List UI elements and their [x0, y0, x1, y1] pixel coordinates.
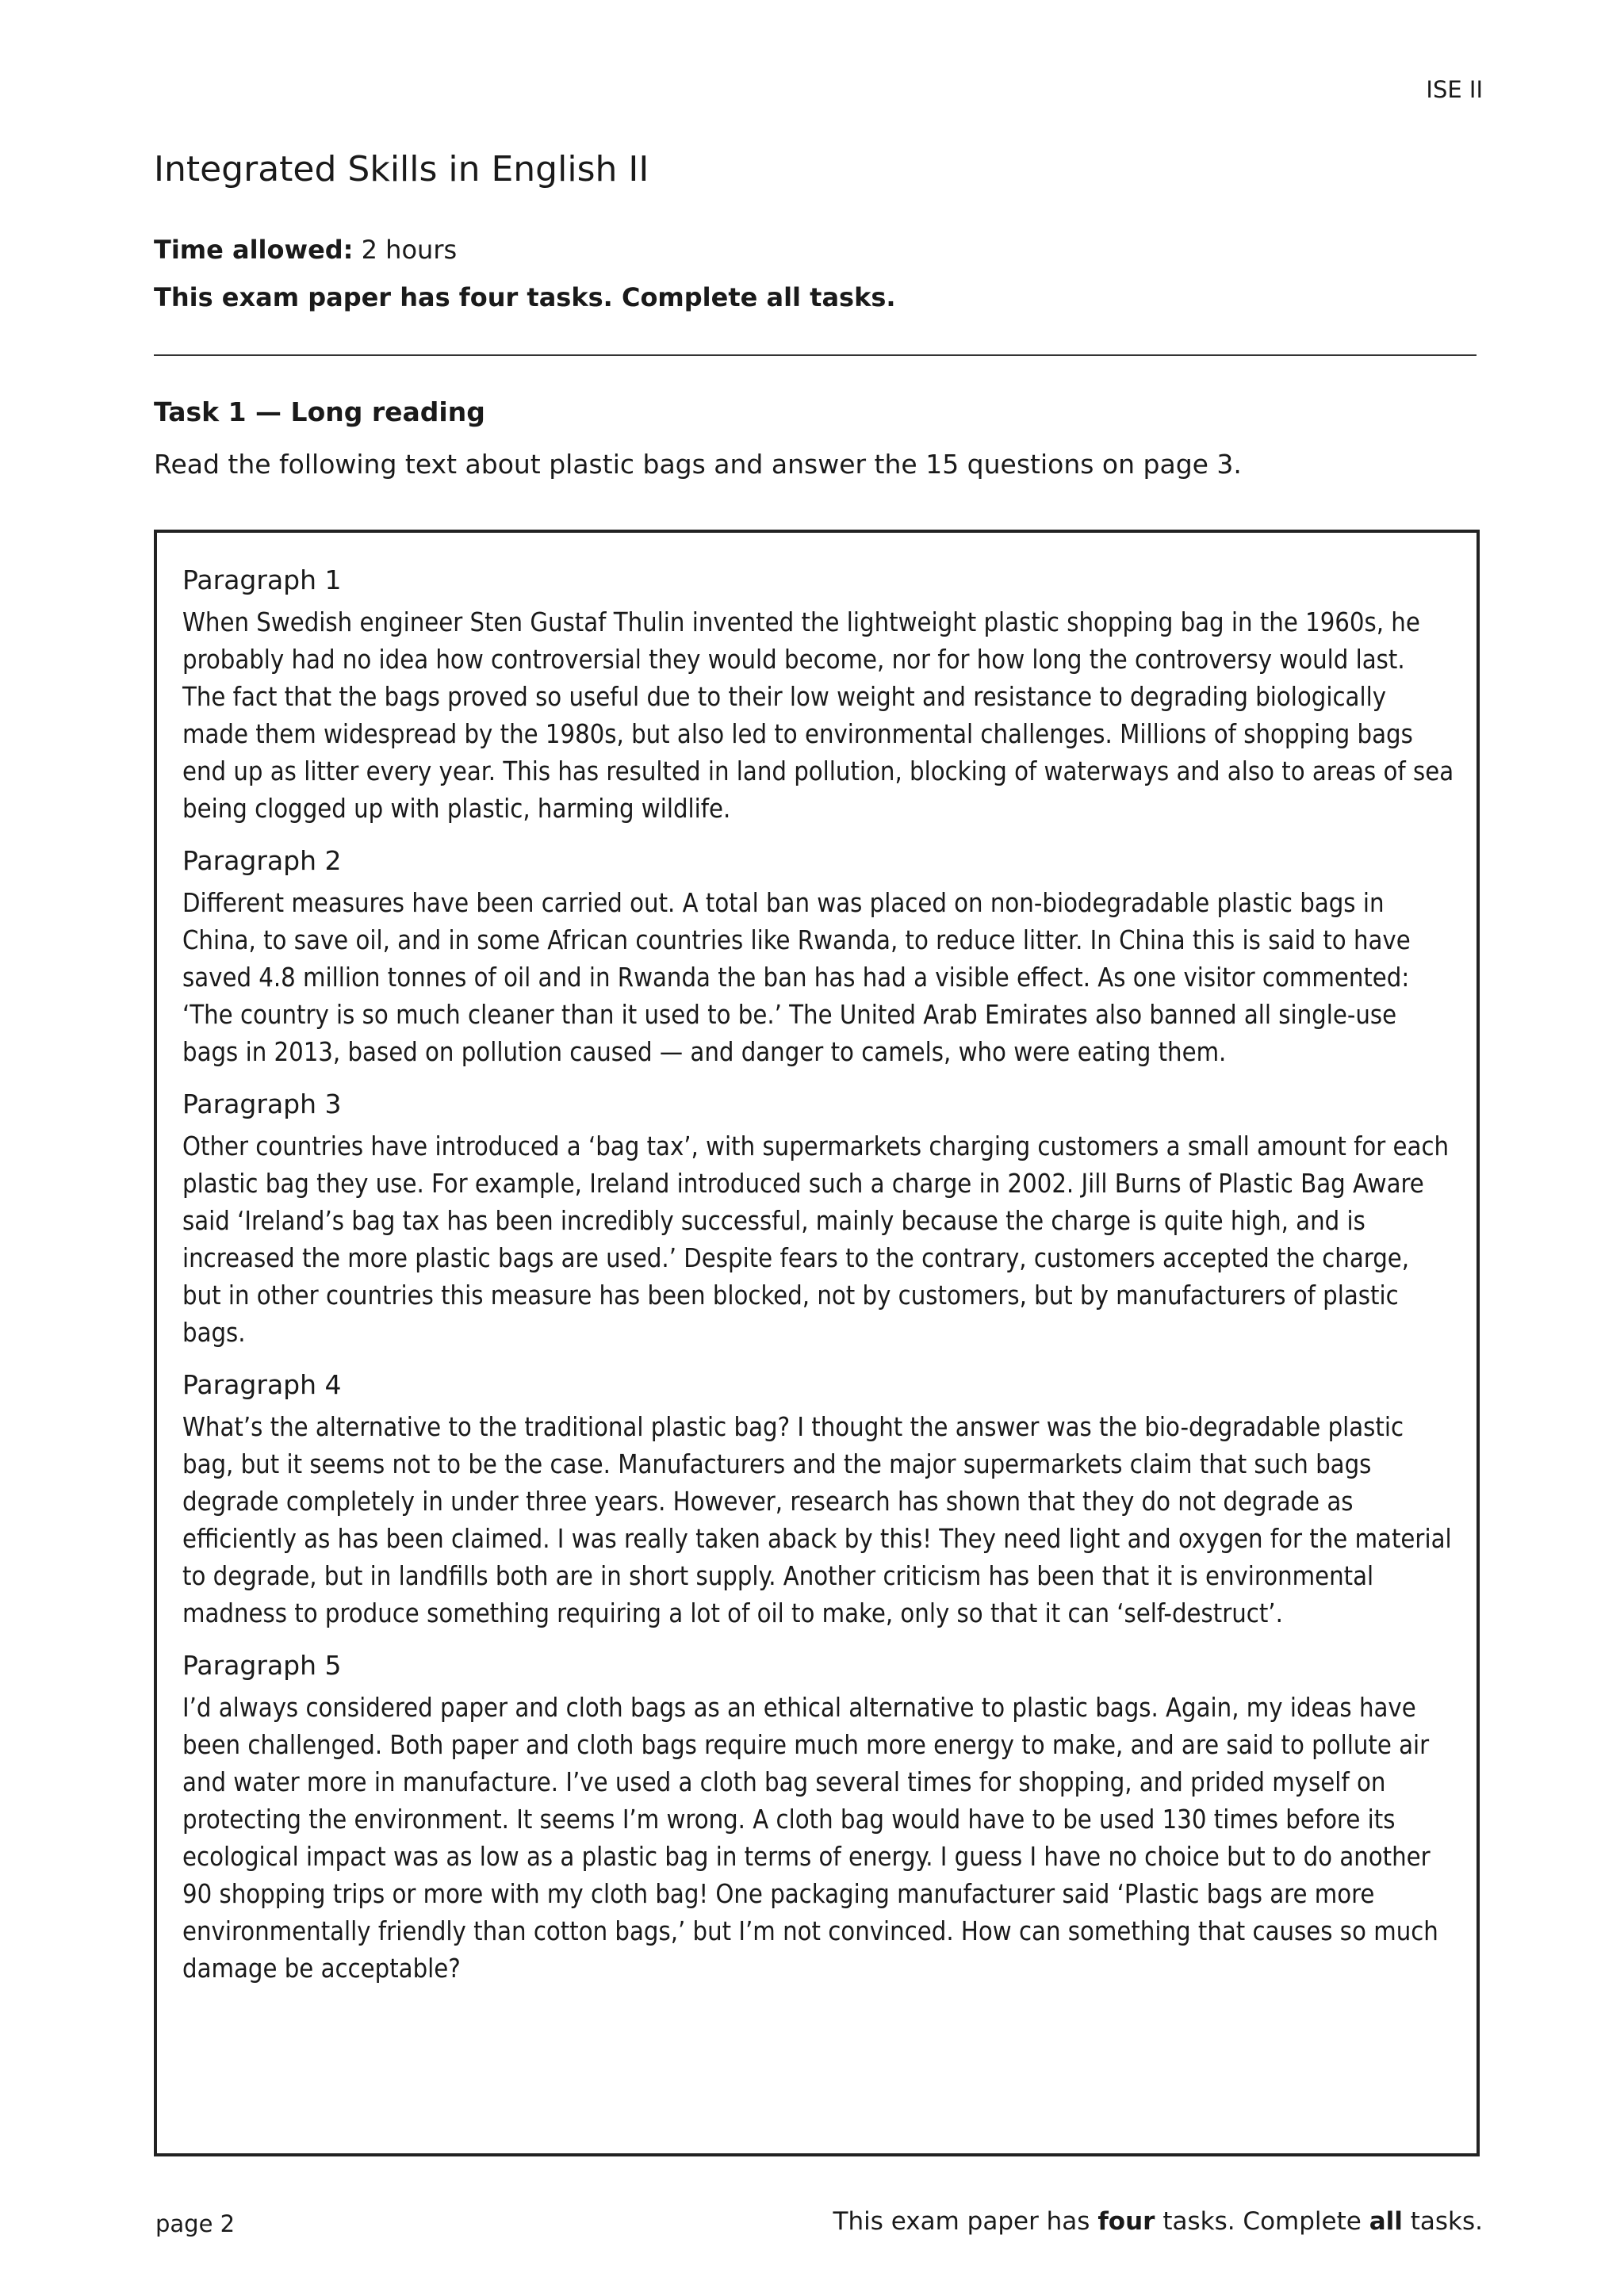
time-value: 2 hours: [353, 235, 458, 265]
paragraph-heading: Paragraph 2: [182, 845, 342, 876]
footer-bold: four: [1097, 2207, 1155, 2236]
paragraph-1: [182, 563, 1454, 828]
reading-text-box: [154, 530, 1480, 2156]
paragraph-text: I’d always considered paper and cloth bags as an ethical alternative to plastic bags. Again, my ideas have been challenged. Both paper and cloth bags require much more energy to make, and are said to pollute air and water more in manufacture. I’ve used a cloth bag several times for shopping, and prided myself on protecting the environment. It seems I’m wrong. A cloth bag would have to be used 130 times before its ecological impact was as low as a plastic bag in terms of energy. I guess I have no choice but to do another 90 shopping trips or more with my cloth bag! One packaging manufacturer said ‘Plastic bags are more environmentally friendly than cotton bags,’ but I’m not convinced. How can something that causes so much damage be acceptable?: [182, 1693, 1438, 1984]
paragraph-3: [182, 1087, 1454, 1352]
paragraph-4: [182, 1368, 1454, 1632]
exam-instruction: This exam paper has four tasks. Complete all tasks.: [154, 282, 896, 312]
paragraph-text: Other countries have introduced a ‘bag tax’, with supermarkets charging customers a small amount for each plastic bag they use. For example, Ireland introduced such a charge in 2002. Jill Burns of Plastic Bag Aware said ‘Ireland’s bag tax has been incredibly successful, mainly because the charge is quite high, and is increased the more plastic bags are used.’ Despite fears to the contrary, customers accepted the charge, but in other countries this measure has been blocked, not by customers, but by manufacturers of plastic bags.: [182, 1131, 1450, 1348]
task-heading: Task 1 — Long reading: [154, 396, 485, 427]
paragraph-text: When Swedish engineer Sten Gustaf Thulin invented the lightweight plastic shopping bag in the 1960s, he probably had no idea how controversial they would become, nor for how long the controversy would last. The fact that the bags proved so useful due to their low weight and resistance to degrading biologically made them widespread by the 1980s, but also led to environmental challenges. Millions of shopping bags end up as litter every year. This has resulted in land pollution, blocking of waterways and also to areas of sea being clogged up with plastic, harming wildlife.: [182, 607, 1454, 824]
paragraph-text: What’s the alternative to the traditional plastic bag? I thought the answer was the bio-degradable plastic bag, but it seems not to be the case. Manufacturers and the major supermarkets claim that such bags degrade completely in under three years. However, research has shown that they do not degrade as efficiently as has been claimed. I was really taken aback by this! They need light and oxygen for the material to degrade, but in landfills both are in short supply. Another criticism has been that it is environmental madness to produce something requiring a lot of oil to make, only so that it can ‘self-destruct’.: [182, 1412, 1452, 1628]
paragraph-heading: Paragraph 4: [182, 1369, 342, 1400]
footer-text: tasks. Complete: [1155, 2207, 1369, 2236]
page-title: Integrated Skills in English II: [154, 149, 649, 189]
paragraph-5: [182, 1648, 1454, 1988]
page-number: page 2: [155, 2210, 236, 2237]
exam-level: ISE II: [1426, 76, 1483, 103]
paragraph-heading: Paragraph 1: [182, 564, 342, 595]
footer-text: This exam paper has: [833, 2207, 1098, 2236]
time-label: Time allowed:: [154, 235, 354, 265]
divider: [154, 354, 1477, 356]
paragraph-heading: Paragraph 5: [182, 1650, 342, 1681]
footer-bold: all: [1369, 2207, 1403, 2236]
paragraph-text: Different measures have been carried out. A total ban was placed on non-biodegradable plastic bags in China, to save oil, and in some African countries like Rwanda, to reduce litter. In China this is said to have saved 4.8 million tonnes of oil and in Rwanda the ban has had a visible effect. As one visitor commented: ‘The country is so much cleaner than it used to be.’ The United Arab Emirates also banned all single-use bags in 2013, based on pollution caused — and danger to camels, who were eating them.: [182, 888, 1411, 1067]
time-allowed: [154, 235, 457, 265]
footer-instruction: [833, 2207, 1483, 2236]
paragraph-heading: Paragraph 3: [182, 1089, 342, 1119]
footer-text: tasks.: [1402, 2207, 1483, 2236]
task-intro: Read the following text about plastic bags and answer the 15 questions on page 3.: [154, 449, 1242, 480]
paragraph-2: [182, 844, 1454, 1071]
